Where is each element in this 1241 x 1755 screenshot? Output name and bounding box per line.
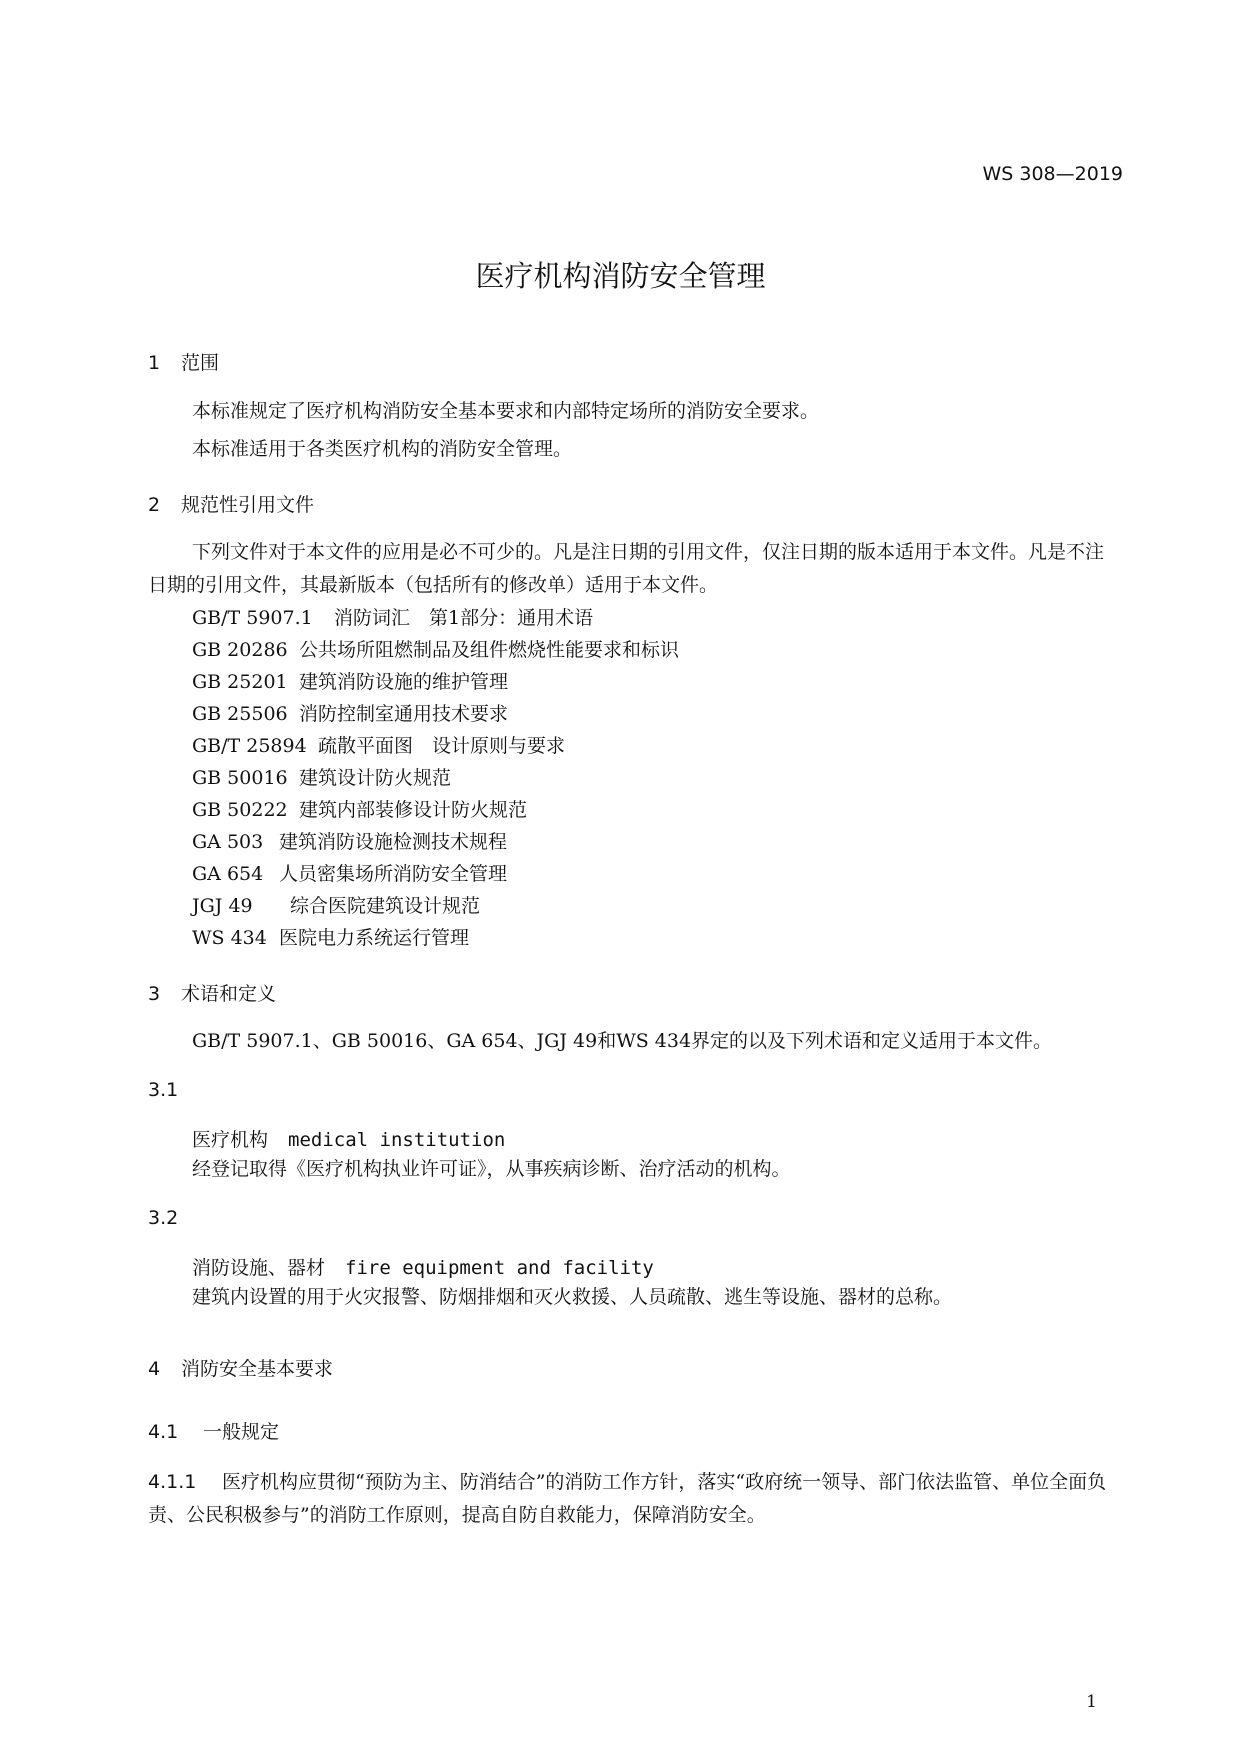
subsection-number: 4.1	[148, 1421, 179, 1443]
reference-item	[192, 699, 508, 726]
reference-item	[192, 731, 565, 758]
section-4-heading	[148, 1354, 333, 1381]
reference-title: 综合医院建筑设计规范	[290, 895, 481, 917]
reference-item	[192, 603, 593, 630]
section-1-heading	[148, 348, 219, 375]
clause	[148, 1466, 1120, 1532]
reference-title: 消防控制室通用技术要求	[299, 703, 509, 725]
reference-code: GB 20286	[192, 639, 288, 661]
term-en: medical institution	[288, 1129, 506, 1151]
term-en: fire equipment and facility	[345, 1257, 654, 1279]
reference-item	[192, 891, 480, 918]
reference-item	[192, 635, 679, 662]
reference-code: WS 434	[192, 927, 267, 949]
subsection-heading	[148, 1417, 279, 1444]
paragraph: GB/T 5907.1、GB 50016、GA 654、JGJ 49和WS 434界定的以及下列术语和定义适用于本文件。	[192, 1030, 1053, 1052]
section-title: 规范性引用文件	[181, 494, 315, 516]
reference-code: GB 50222	[192, 799, 288, 821]
reference-title: 建筑消防设施的维护管理	[299, 671, 509, 693]
reference-code: GB/T 25894	[192, 735, 307, 757]
term-entry	[192, 1253, 654, 1280]
section-title: 消防安全基本要求	[181, 1358, 334, 1380]
reference-title: 建筑内部装修设计防火规范	[299, 799, 528, 821]
term-number: 3.2	[148, 1207, 179, 1229]
section-2-heading	[148, 490, 314, 517]
reference-item	[192, 763, 451, 790]
section-title: 范围	[181, 352, 220, 374]
section-number: 3	[148, 983, 161, 1005]
reference-item	[192, 827, 507, 854]
reference-code: GB 25201	[192, 671, 288, 693]
section-number: 1	[148, 352, 161, 374]
document-title: 医疗机构消防安全管理	[475, 259, 766, 293]
section-3-heading	[148, 979, 276, 1006]
section-number: 4	[148, 1358, 161, 1380]
term-definition: 建筑内设置的用于火灾报警、防烟排烟和灭火救援、人员疏散、逃生等设施、器材的总称。	[192, 1286, 953, 1308]
reference-code: GB/T 5907.1	[192, 607, 313, 629]
standard-code: WS 308—2019	[982, 163, 1123, 185]
term-number: 3.1	[148, 1079, 179, 1101]
clause-text: 医疗机构应贯彻“预防为主、防消结合”的消防工作方针，落实“政府统一领导、部门依法监管、单位全面负责、公民积极参与”的消防工作原则，提高自防自救能力，保障消防安全。	[148, 1471, 1107, 1526]
page-number: 1	[1086, 1692, 1097, 1712]
reference-title: 人员密集场所消防安全管理	[279, 863, 508, 885]
term-cn: 医疗机构	[192, 1129, 269, 1151]
section-number: 2	[148, 494, 161, 516]
reference-title: 医院电力系统运行管理	[279, 927, 470, 949]
reference-code: GB 50016	[192, 767, 288, 789]
reference-title: 疏散平面图 设计原则与要求	[318, 735, 566, 757]
reference-item	[192, 667, 508, 694]
term-definition: 经登记取得《医疗机构执业许可证》，从事疾病诊断、治疗活动的机构。	[192, 1158, 791, 1180]
reference-code: GB 25506	[192, 703, 288, 725]
term-cn: 消防设施、器材	[192, 1257, 326, 1279]
paragraph: 本标准适用于各类医疗机构的消防安全管理。	[192, 438, 573, 460]
reference-title: 建筑消防设施检测技术规程	[279, 831, 508, 853]
clause-number: 4.1.1	[148, 1471, 197, 1493]
reference-item	[192, 923, 469, 950]
reference-code: GA 654	[192, 863, 264, 885]
reference-title: 建筑设计防火规范	[299, 767, 452, 789]
paragraph: 下列文件对于本文件的应用是必不可少的。凡是注日期的引用文件，仅注日期的版本适用于本文件。凡是不注日期的引用文件，其最新版本（包括所有的修改单）适用于本文件。	[148, 541, 1105, 596]
term-entry	[192, 1125, 505, 1152]
reference-code: JGJ 49	[192, 895, 253, 917]
section-title: 术语和定义	[181, 983, 277, 1005]
reference-title: 公共场所阻燃制品及组件燃烧性能要求和标识	[299, 639, 680, 661]
reference-title: 消防词汇 第1部分：通用术语	[334, 607, 594, 629]
paragraph: 本标准规定了医疗机构消防安全基本要求和内部特定场所的消防安全要求。	[192, 400, 820, 422]
reference-item	[192, 795, 527, 822]
reference-item	[192, 859, 507, 886]
subsection-title: 一般规定	[203, 1421, 280, 1443]
reference-code: GA 503	[192, 831, 264, 853]
